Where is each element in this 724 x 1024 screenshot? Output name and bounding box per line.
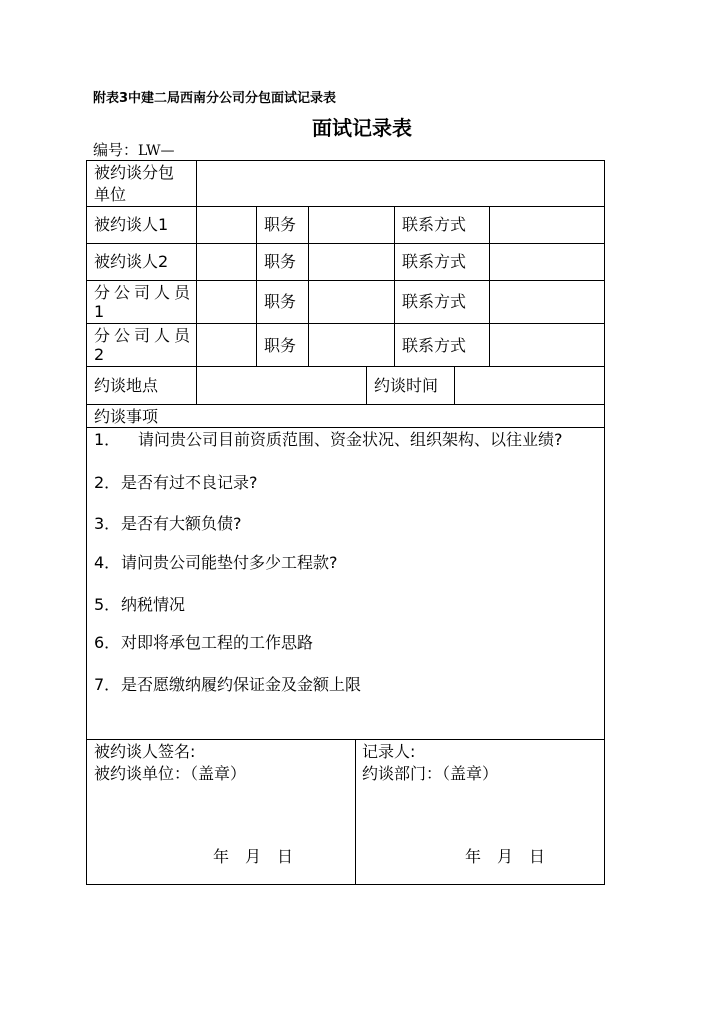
location-label: 约谈地点 xyxy=(94,376,159,395)
attachment-title: 附表3中建二局西南分公司分包面试记录表 xyxy=(93,91,337,106)
question-item xyxy=(94,430,563,450)
question-text: 是否有过不良记录? xyxy=(121,473,258,492)
branch1-contact-label: 联系方式 xyxy=(402,292,467,311)
interviewee-signature-label: 被约谈人签名: xyxy=(94,742,196,761)
question-number: 4． xyxy=(94,553,121,572)
branch2-position-label: 职务 xyxy=(264,336,297,355)
department-seal-label: 约谈部门：（盖章） xyxy=(362,764,499,783)
branch1-label-line2: 1 xyxy=(94,302,105,321)
question-number: 2． xyxy=(94,473,121,492)
branch2-contact-label: 联系方式 xyxy=(402,336,467,355)
question-item xyxy=(94,473,258,493)
question-text: 请问贵公司目前资质范围、资金状况、组织架构、以往业绩? xyxy=(138,430,563,449)
recorder-label: 记录人: xyxy=(362,742,416,761)
company-label-line2: 单位 xyxy=(94,185,127,204)
question-number: 5． xyxy=(94,595,121,614)
person1-position-label: 职务 xyxy=(264,215,297,234)
question-number: 7． xyxy=(94,675,121,694)
question-text: 是否愿缴纳履约保证金及金额上限 xyxy=(121,675,362,694)
question-text: 对即将承包工程的工作思路 xyxy=(121,633,314,652)
time-label: 约谈时间 xyxy=(374,376,439,395)
interviewee-unit-seal-label: 被约谈单位：（盖章） xyxy=(94,764,247,783)
company-label-line1: 被约谈分包 xyxy=(94,163,175,182)
person2-contact-label: 联系方式 xyxy=(402,252,467,271)
question-item xyxy=(94,675,361,695)
question-text: 纳税情况 xyxy=(121,595,186,614)
matters-label: 约谈事项 xyxy=(94,407,159,426)
person2-position-label: 职务 xyxy=(264,252,297,271)
branch1-position-label: 职务 xyxy=(264,292,297,311)
number-label: 编号： xyxy=(93,141,139,159)
question-number: 6． xyxy=(94,633,121,652)
question-number: 1． xyxy=(94,430,121,449)
question-number: 3． xyxy=(94,514,121,533)
question-text: 请问贵公司能垫付多少工程款? xyxy=(121,553,338,572)
branch2-label-line2: 2 xyxy=(94,345,105,364)
person2-label: 被约谈人2 xyxy=(94,252,169,271)
branch2-label-line1: 分公司人员 xyxy=(94,326,195,345)
form-title: 面试记录表 xyxy=(312,116,412,140)
question-item xyxy=(94,514,242,534)
person1-contact-label: 联系方式 xyxy=(402,215,467,234)
left-date: 年 月 日 xyxy=(213,847,294,866)
person1-label: 被约谈人1 xyxy=(94,215,169,234)
question-item xyxy=(94,553,338,573)
question-item xyxy=(94,595,185,615)
interview-form-table xyxy=(86,160,605,885)
number-value: LW— xyxy=(138,143,175,159)
question-item xyxy=(94,633,313,653)
right-date: 年 月 日 xyxy=(465,847,546,866)
form-number xyxy=(93,140,175,161)
question-text: 是否有大额负债? xyxy=(121,514,242,533)
branch1-label-line1: 分公司人员 xyxy=(94,283,195,302)
